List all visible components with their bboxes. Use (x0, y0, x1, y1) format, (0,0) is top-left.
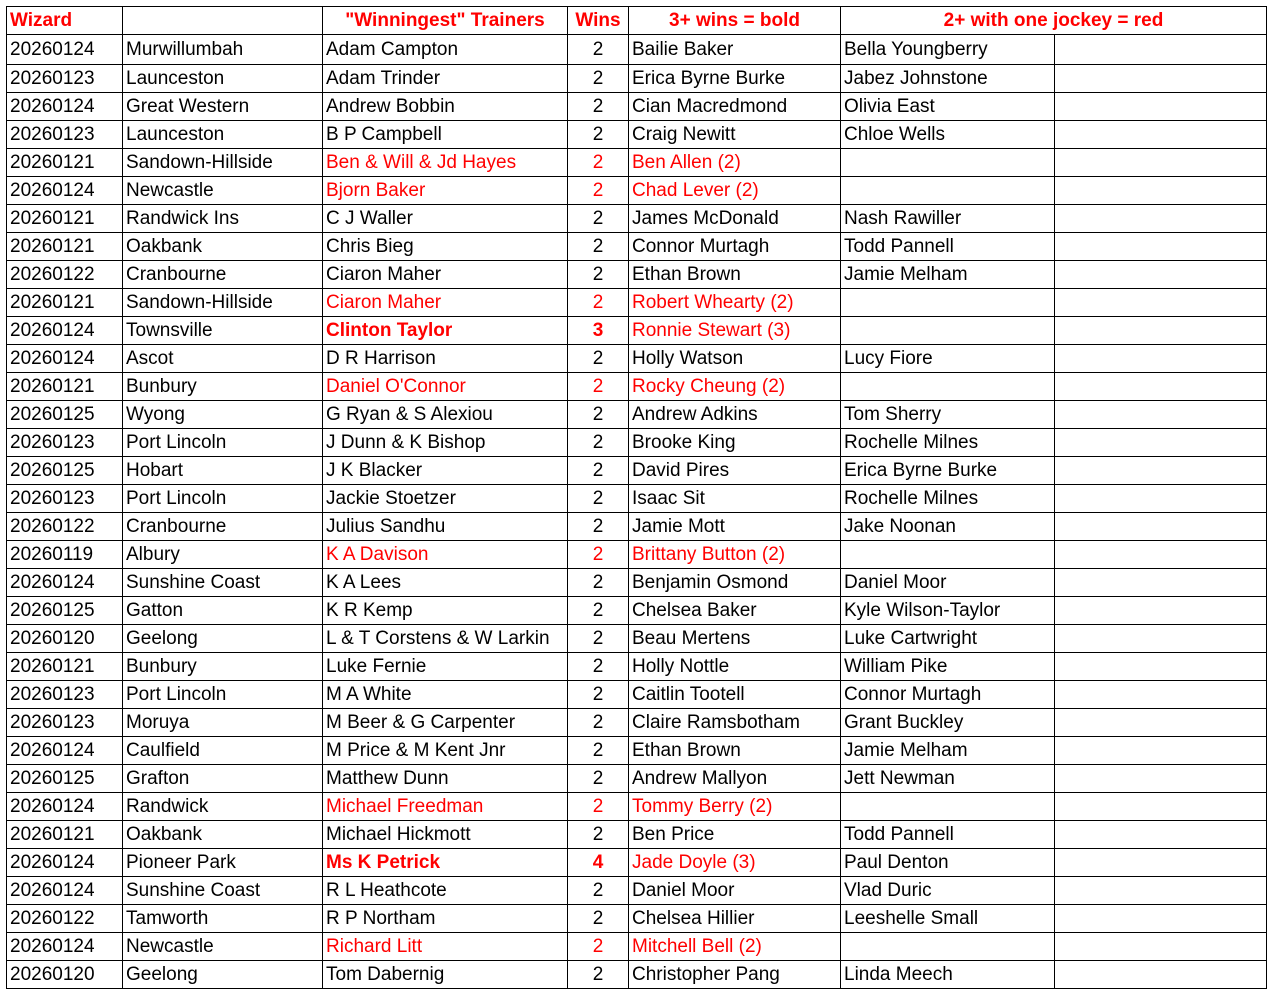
table-row (7, 849, 1267, 877)
cell-date[interactable]: 20260120 (7, 961, 123, 989)
cell-jockey-2[interactable]: Luke Cartwright (841, 625, 1055, 653)
cell-wins[interactable]: 2 (568, 485, 629, 513)
cell-jockey-1[interactable]: Beau Mertens (629, 625, 841, 653)
cell-jockey-1[interactable]: Erica Byrne Burke (629, 65, 841, 93)
cell-empty[interactable] (1055, 205, 1267, 233)
cell-wins[interactable]: 2 (568, 261, 629, 289)
cell-empty[interactable] (1055, 345, 1267, 373)
trainers-spreadsheet (6, 6, 1267, 989)
cell-empty[interactable] (1055, 933, 1267, 961)
cell-trainer[interactable]: Ms K Petrick (323, 849, 568, 877)
cell-wins[interactable]: 2 (568, 933, 629, 961)
cell-jockey-1[interactable]: Chelsea Hillier (629, 905, 841, 933)
cell-empty[interactable] (1055, 541, 1267, 569)
cell-jockey-2[interactable]: Tom Sherry (841, 401, 1055, 429)
cell-date[interactable]: 20260120 (7, 625, 123, 653)
cell-venue[interactable]: Sunshine Coast (123, 569, 323, 597)
cell-empty[interactable] (1055, 709, 1267, 737)
cell-venue[interactable]: Port Lincoln (123, 485, 323, 513)
header-trainers[interactable]: "Winningest" Trainers (323, 7, 568, 35)
cell-date[interactable]: 20260122 (7, 261, 123, 289)
cell-venue[interactable]: Cranbourne (123, 513, 323, 541)
cell-wins[interactable]: 2 (568, 793, 629, 821)
cell-trainer[interactable]: K A Lees (323, 569, 568, 597)
cell-wins[interactable]: 2 (568, 961, 629, 989)
cell-jockey-2[interactable]: Rochelle Milnes (841, 429, 1055, 457)
cell-venue[interactable]: Bunbury (123, 653, 323, 681)
cell-jockey-1[interactable]: Ronnie Stewart (3) (629, 317, 841, 345)
cell-empty[interactable] (1055, 65, 1267, 93)
cell-venue[interactable]: Caulfield (123, 737, 323, 765)
cell-date[interactable]: 20260124 (7, 569, 123, 597)
cell-wins[interactable]: 2 (568, 457, 629, 485)
cell-trainer[interactable]: R L Heathcote (323, 877, 568, 905)
cell-date[interactable]: 20260121 (7, 233, 123, 261)
cell-trainer[interactable]: Jackie Stoetzer (323, 485, 568, 513)
cell-empty[interactable] (1055, 233, 1267, 261)
cell-trainer[interactable]: Adam Campton (323, 35, 568, 65)
cell-wins[interactable]: 2 (568, 65, 629, 93)
table-row (7, 317, 1267, 345)
cell-jockey-2[interactable]: Vlad Duric (841, 877, 1055, 905)
cell-empty[interactable] (1055, 737, 1267, 765)
cell-date[interactable]: 20260122 (7, 905, 123, 933)
cell-date[interactable]: 20260123 (7, 65, 123, 93)
cell-jockey-1[interactable]: Rocky Cheung (2) (629, 373, 841, 401)
cell-venue[interactable]: Newcastle (123, 177, 323, 205)
cell-jockey-2[interactable]: Olivia East (841, 93, 1055, 121)
cell-jockey-1[interactable]: Holly Nottle (629, 653, 841, 681)
cell-date[interactable]: 20260124 (7, 93, 123, 121)
cell-trainer[interactable]: Ciaron Maher (323, 289, 568, 317)
table-row (7, 821, 1267, 849)
table-row (7, 261, 1267, 289)
cell-wins[interactable]: 2 (568, 569, 629, 597)
table-row (7, 457, 1267, 485)
cell-date[interactable]: 20260125 (7, 401, 123, 429)
cell-date[interactable]: 20260124 (7, 849, 123, 877)
cell-date[interactable]: 20260124 (7, 317, 123, 345)
table-row (7, 625, 1267, 653)
cell-jockey-2[interactable]: Lucy Fiore (841, 345, 1055, 373)
cell-date[interactable]: 20260125 (7, 597, 123, 625)
cell-venue[interactable]: Oakbank (123, 233, 323, 261)
cell-empty[interactable] (1055, 821, 1267, 849)
cell-empty[interactable] (1055, 261, 1267, 289)
cell-jockey-1[interactable]: Ethan Brown (629, 261, 841, 289)
cell-empty[interactable] (1055, 121, 1267, 149)
cell-jockey-1[interactable]: Claire Ramsbotham (629, 709, 841, 737)
cell-jockey-2[interactable] (841, 933, 1055, 961)
table-row (7, 877, 1267, 905)
cell-date[interactable]: 20260125 (7, 765, 123, 793)
table-row (7, 681, 1267, 709)
cell-jockey-2[interactable]: Todd Pannell (841, 233, 1055, 261)
cell-date[interactable]: 20260121 (7, 205, 123, 233)
cell-empty[interactable] (1055, 429, 1267, 457)
cell-jockey-1[interactable]: Ben Price (629, 821, 841, 849)
cell-wins[interactable]: 2 (568, 541, 629, 569)
cell-trainer[interactable]: M A White (323, 681, 568, 709)
cell-date[interactable]: 20260123 (7, 121, 123, 149)
cell-jockey-2[interactable]: Paul Denton (841, 849, 1055, 877)
cell-venue[interactable]: Randwick (123, 793, 323, 821)
table-row (7, 121, 1267, 149)
cell-jockey-2[interactable]: Linda Meech (841, 961, 1055, 989)
table-row (7, 149, 1267, 177)
header-red-legend[interactable]: 2+ with one jockey = red (841, 7, 1267, 35)
cell-trainer[interactable]: G Ryan & S Alexiou (323, 401, 568, 429)
cell-empty[interactable] (1055, 961, 1267, 989)
cell-jockey-2[interactable]: Rochelle Milnes (841, 485, 1055, 513)
cell-jockey-1[interactable]: James McDonald (629, 205, 841, 233)
cell-empty[interactable] (1055, 149, 1267, 177)
cell-empty[interactable] (1055, 905, 1267, 933)
table-row (7, 93, 1267, 121)
cell-venue[interactable]: Ascot (123, 345, 323, 373)
cell-jockey-1[interactable]: Brittany Button (2) (629, 541, 841, 569)
cell-jockey-1[interactable]: Chad Lever (2) (629, 177, 841, 205)
cell-wins[interactable]: 2 (568, 205, 629, 233)
cell-empty[interactable] (1055, 373, 1267, 401)
cell-jockey-2[interactable]: Jett Newman (841, 765, 1055, 793)
cell-empty[interactable] (1055, 485, 1267, 513)
cell-trainer[interactable]: J K Blacker (323, 457, 568, 485)
cell-venue[interactable]: Wyong (123, 401, 323, 429)
cell-wins[interactable]: 2 (568, 345, 629, 373)
cell-trainer[interactable]: Julius Sandhu (323, 513, 568, 541)
cell-jockey-1[interactable]: Cian Macredmond (629, 93, 841, 121)
cell-wins[interactable]: 2 (568, 373, 629, 401)
table-row (7, 905, 1267, 933)
cell-empty[interactable] (1055, 93, 1267, 121)
cell-jockey-2[interactable]: Jamie Melham (841, 261, 1055, 289)
cell-trainer[interactable]: Michael Freedman (323, 793, 568, 821)
cell-wins[interactable]: 2 (568, 93, 629, 121)
cell-empty[interactable] (1055, 597, 1267, 625)
cell-trainer[interactable]: Ben & Will & Jd Hayes (323, 149, 568, 177)
cell-jockey-1[interactable]: Robert Whearty (2) (629, 289, 841, 317)
cell-empty[interactable] (1055, 793, 1267, 821)
table-row (7, 569, 1267, 597)
header-venue[interactable] (123, 7, 323, 35)
table-row (7, 653, 1267, 681)
cell-venue[interactable]: Moruya (123, 709, 323, 737)
cell-empty[interactable] (1055, 401, 1267, 429)
cell-date[interactable]: 20260124 (7, 177, 123, 205)
table-row (7, 737, 1267, 765)
header-row (7, 7, 1267, 35)
cell-jockey-1[interactable]: Mitchell Bell (2) (629, 933, 841, 961)
cell-trainer[interactable]: Bjorn Baker (323, 177, 568, 205)
cell-wins[interactable]: 2 (568, 429, 629, 457)
cell-empty[interactable] (1055, 317, 1267, 345)
cell-venue[interactable]: Hobart (123, 457, 323, 485)
cell-jockey-1[interactable]: Daniel Moor (629, 877, 841, 905)
cell-jockey-1[interactable]: Connor Murtagh (629, 233, 841, 261)
cell-jockey-2[interactable]: Jabez Johnstone (841, 65, 1055, 93)
cell-trainer[interactable]: Luke Fernie (323, 653, 568, 681)
cell-wins[interactable]: 2 (568, 121, 629, 149)
table-row (7, 709, 1267, 737)
table-row (7, 429, 1267, 457)
cell-jockey-1[interactable]: Chelsea Baker (629, 597, 841, 625)
cell-venue[interactable]: Port Lincoln (123, 429, 323, 457)
cell-trainer[interactable]: Richard Litt (323, 933, 568, 961)
cell-venue[interactable]: Geelong (123, 625, 323, 653)
cell-trainer[interactable]: M Beer & G Carpenter (323, 709, 568, 737)
cell-jockey-1[interactable]: Craig Newitt (629, 121, 841, 149)
cell-wins[interactable]: 2 (568, 289, 629, 317)
cell-empty[interactable] (1055, 681, 1267, 709)
cell-empty[interactable] (1055, 877, 1267, 905)
cell-empty[interactable] (1055, 569, 1267, 597)
cell-date[interactable]: 20260123 (7, 429, 123, 457)
cell-jockey-1[interactable]: Andrew Mallyon (629, 765, 841, 793)
cell-trainer[interactable]: Ciaron Maher (323, 261, 568, 289)
cell-trainer[interactable]: Andrew Bobbin (323, 93, 568, 121)
table-row (7, 345, 1267, 373)
cell-wins[interactable]: 2 (568, 737, 629, 765)
cell-venue[interactable]: Port Lincoln (123, 681, 323, 709)
cell-wins[interactable]: 2 (568, 821, 629, 849)
header-wins[interactable]: Wins (568, 7, 629, 35)
cell-venue[interactable]: Sandown-Hillside (123, 289, 323, 317)
cell-date[interactable]: 20260124 (7, 345, 123, 373)
cell-venue[interactable]: Launceston (123, 121, 323, 149)
cell-venue[interactable]: Gatton (123, 597, 323, 625)
cell-date[interactable]: 20260124 (7, 35, 123, 65)
cell-jockey-1[interactable]: Benjamin Osmond (629, 569, 841, 597)
cell-wins[interactable]: 2 (568, 625, 629, 653)
cell-date[interactable]: 20260123 (7, 681, 123, 709)
cell-wins[interactable]: 2 (568, 877, 629, 905)
cell-jockey-1[interactable]: Isaac Sit (629, 485, 841, 513)
cell-wins[interactable]: 2 (568, 709, 629, 737)
cell-date[interactable]: 20260121 (7, 653, 123, 681)
table-row (7, 933, 1267, 961)
cell-venue[interactable]: Launceston (123, 65, 323, 93)
cell-jockey-2[interactable] (841, 373, 1055, 401)
cell-empty[interactable] (1055, 289, 1267, 317)
cell-wins[interactable]: 2 (568, 149, 629, 177)
cell-jockey-2[interactable]: Erica Byrne Burke (841, 457, 1055, 485)
cell-empty[interactable] (1055, 35, 1267, 65)
table-row (7, 65, 1267, 93)
cell-jockey-1[interactable]: Ethan Brown (629, 737, 841, 765)
cell-venue[interactable]: Albury (123, 541, 323, 569)
cell-trainer[interactable]: C J Waller (323, 205, 568, 233)
cell-jockey-2[interactable]: Connor Murtagh (841, 681, 1055, 709)
cell-wins[interactable]: 2 (568, 177, 629, 205)
cell-date[interactable]: 20260121 (7, 821, 123, 849)
cell-jockey-2[interactable] (841, 289, 1055, 317)
cell-jockey-1[interactable]: Christopher Pang (629, 961, 841, 989)
cell-trainer[interactable]: R P Northam (323, 905, 568, 933)
cell-jockey-2[interactable]: Kyle Wilson-Taylor (841, 597, 1055, 625)
cell-empty[interactable] (1055, 457, 1267, 485)
cell-empty[interactable] (1055, 625, 1267, 653)
cell-venue[interactable]: Randwick Ins (123, 205, 323, 233)
cell-jockey-1[interactable]: Holly Watson (629, 345, 841, 373)
header-bold-legend[interactable]: 3+ wins = bold (629, 7, 841, 35)
table-row (7, 373, 1267, 401)
cell-jockey-2[interactable] (841, 149, 1055, 177)
cell-wins[interactable]: 2 (568, 681, 629, 709)
cell-wins[interactable]: 2 (568, 653, 629, 681)
cell-jockey-1[interactable]: Caitlin Tootell (629, 681, 841, 709)
cell-wins[interactable]: 2 (568, 233, 629, 261)
cell-wins[interactable]: 4 (568, 849, 629, 877)
cell-trainer[interactable]: Michael Hickmott (323, 821, 568, 849)
table-row (7, 401, 1267, 429)
cell-wins[interactable]: 2 (568, 905, 629, 933)
cell-venue[interactable]: Oakbank (123, 821, 323, 849)
cell-trainer[interactable]: Clinton Taylor (323, 317, 568, 345)
table-row (7, 961, 1267, 989)
cell-trainer[interactable]: Adam Trinder (323, 65, 568, 93)
cell-jockey-2[interactable] (841, 793, 1055, 821)
cell-venue[interactable]: Bunbury (123, 373, 323, 401)
table-row (7, 35, 1267, 65)
cell-wins[interactable]: 2 (568, 401, 629, 429)
cell-date[interactable]: 20260121 (7, 373, 123, 401)
header-wizard[interactable]: Wizard (7, 7, 123, 35)
cell-venue[interactable]: Townsville (123, 317, 323, 345)
cell-wins[interactable]: 2 (568, 35, 629, 65)
cell-jockey-2[interactable]: Jamie Melham (841, 737, 1055, 765)
table-row (7, 485, 1267, 513)
cell-date[interactable]: 20260122 (7, 513, 123, 541)
cell-venue[interactable]: Murwillumbah (123, 35, 323, 65)
cell-trainer[interactable]: Chris Bieg (323, 233, 568, 261)
cell-trainer[interactable]: K R Kemp (323, 597, 568, 625)
cell-date[interactable]: 20260125 (7, 457, 123, 485)
cell-empty[interactable] (1055, 765, 1267, 793)
cell-date[interactable]: 20260123 (7, 709, 123, 737)
table-row (7, 765, 1267, 793)
cell-jockey-1[interactable]: Bailie Baker (629, 35, 841, 65)
cell-jockey-1[interactable]: Jamie Mott (629, 513, 841, 541)
cell-date[interactable]: 20260121 (7, 289, 123, 317)
cell-jockey-2[interactable] (841, 317, 1055, 345)
cell-trainer[interactable]: Daniel O'Connor (323, 373, 568, 401)
table-row (7, 177, 1267, 205)
cell-date[interactable]: 20260124 (7, 877, 123, 905)
cell-empty[interactable] (1055, 653, 1267, 681)
cell-jockey-2[interactable]: Daniel Moor (841, 569, 1055, 597)
cell-trainer[interactable]: K A Davison (323, 541, 568, 569)
cell-jockey-2[interactable]: Todd Pannell (841, 821, 1055, 849)
cell-wins[interactable]: 3 (568, 317, 629, 345)
cell-jockey-2[interactable]: Grant Buckley (841, 709, 1055, 737)
cell-wins[interactable]: 2 (568, 765, 629, 793)
cell-jockey-1[interactable]: David Pires (629, 457, 841, 485)
cell-wins[interactable]: 2 (568, 513, 629, 541)
cell-trainer[interactable]: Tom Dabernig (323, 961, 568, 989)
table-row (7, 513, 1267, 541)
cell-venue[interactable]: Newcastle (123, 933, 323, 961)
table-row (7, 597, 1267, 625)
cell-trainer[interactable]: B P Campbell (323, 121, 568, 149)
cell-jockey-1[interactable]: Andrew Adkins (629, 401, 841, 429)
cell-jockey-2[interactable]: William Pike (841, 653, 1055, 681)
cell-jockey-1[interactable]: Tommy Berry (2) (629, 793, 841, 821)
cell-jockey-1[interactable]: Jade Doyle (3) (629, 849, 841, 877)
cell-venue[interactable]: Tamworth (123, 905, 323, 933)
cell-venue[interactable]: Grafton (123, 765, 323, 793)
cell-trainer[interactable]: M Price & M Kent Jnr (323, 737, 568, 765)
cell-date[interactable]: 20260124 (7, 793, 123, 821)
table-row (7, 793, 1267, 821)
cell-empty[interactable] (1055, 177, 1267, 205)
table-row (7, 541, 1267, 569)
cell-empty[interactable] (1055, 849, 1267, 877)
cell-date[interactable]: 20260124 (7, 933, 123, 961)
cell-jockey-1[interactable]: Ben Allen (2) (629, 149, 841, 177)
cell-jockey-2[interactable]: Chloe Wells (841, 121, 1055, 149)
cell-venue[interactable]: Sunshine Coast (123, 877, 323, 905)
cell-venue[interactable]: Sandown-Hillside (123, 149, 323, 177)
table-row (7, 205, 1267, 233)
cell-jockey-2[interactable] (841, 541, 1055, 569)
cell-jockey-2[interactable]: Leeshelle Small (841, 905, 1055, 933)
table-row (7, 289, 1267, 317)
cell-jockey-2[interactable]: Bella Youngberry (841, 35, 1055, 65)
cell-jockey-2[interactable]: Nash Rawiller (841, 205, 1055, 233)
cell-date[interactable]: 20260119 (7, 541, 123, 569)
cell-date[interactable]: 20260124 (7, 737, 123, 765)
cell-jockey-2[interactable] (841, 177, 1055, 205)
cell-venue[interactable]: Cranbourne (123, 261, 323, 289)
cell-trainer[interactable]: D R Harrison (323, 345, 568, 373)
cell-venue[interactable]: Pioneer Park (123, 849, 323, 877)
table-row (7, 233, 1267, 261)
cell-date[interactable]: 20260121 (7, 149, 123, 177)
cell-trainer[interactable]: J Dunn & K Bishop (323, 429, 568, 457)
cell-wins[interactable]: 2 (568, 597, 629, 625)
cell-date[interactable]: 20260123 (7, 485, 123, 513)
cell-jockey-2[interactable]: Jake Noonan (841, 513, 1055, 541)
cell-trainer[interactable]: Matthew Dunn (323, 765, 568, 793)
cell-trainer[interactable]: L & T Corstens & W Larkin (323, 625, 568, 653)
cell-empty[interactable] (1055, 513, 1267, 541)
cell-jockey-1[interactable]: Brooke King (629, 429, 841, 457)
cell-venue[interactable]: Great Western (123, 93, 323, 121)
cell-venue[interactable]: Geelong (123, 961, 323, 989)
